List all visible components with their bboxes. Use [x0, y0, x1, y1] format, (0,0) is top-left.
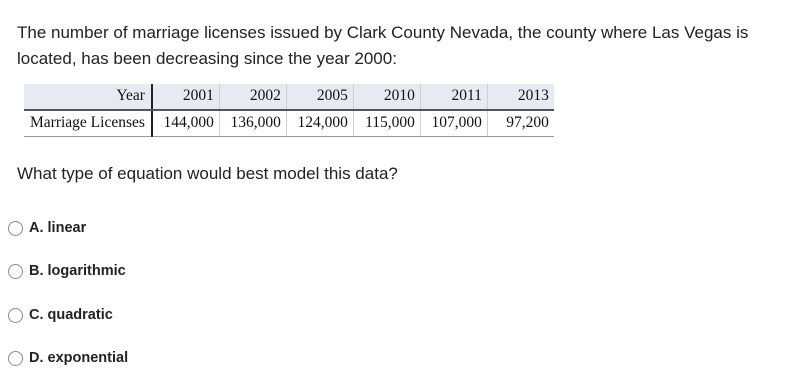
- licenses-cell: 136,000: [219, 110, 286, 137]
- choice-b-label[interactable]: B. logarithmic: [29, 263, 126, 279]
- licenses-cell: 97,200: [487, 110, 554, 137]
- licenses-cell: 115,000: [353, 110, 420, 137]
- licenses-cell: 144,000: [152, 110, 220, 137]
- choice-b[interactable]: [8, 263, 126, 279]
- licenses-cell: 124,000: [286, 110, 353, 137]
- year-row: [24, 84, 554, 110]
- choice-c-label[interactable]: C. quadratic: [29, 307, 113, 323]
- year-cell: 2013: [487, 84, 554, 110]
- year-cell: 2002: [219, 84, 286, 110]
- year-row-header: Year: [24, 84, 152, 110]
- year-cell: 2001: [152, 84, 220, 110]
- year-cell: 2011: [420, 84, 487, 110]
- radio-button-b[interactable]: [8, 264, 23, 279]
- choice-c[interactable]: [8, 307, 113, 323]
- year-cell: 2005: [286, 84, 353, 110]
- radio-button-c[interactable]: [8, 308, 23, 323]
- year-cell: 2010: [353, 84, 420, 110]
- licenses-row-header: Marriage Licenses: [24, 110, 152, 137]
- question-prompt: What type of equation would best model this data?: [17, 164, 398, 183]
- data-table: [24, 84, 554, 137]
- question-intro: The number of marriage licenses issued by Clark County Nevada, the county where Las Vegas is located, has been decreasing since the year 2000:: [17, 23, 749, 68]
- choice-d-label[interactable]: D. exponential: [29, 350, 129, 366]
- choice-a-label[interactable]: A. linear: [29, 220, 87, 236]
- licenses-cell: 107,000: [420, 110, 487, 137]
- radio-button-d[interactable]: [8, 351, 23, 366]
- choice-a[interactable]: [8, 220, 86, 236]
- licenses-row: [24, 110, 554, 137]
- radio-button-a[interactable]: [8, 221, 23, 236]
- choice-d[interactable]: [8, 350, 128, 366]
